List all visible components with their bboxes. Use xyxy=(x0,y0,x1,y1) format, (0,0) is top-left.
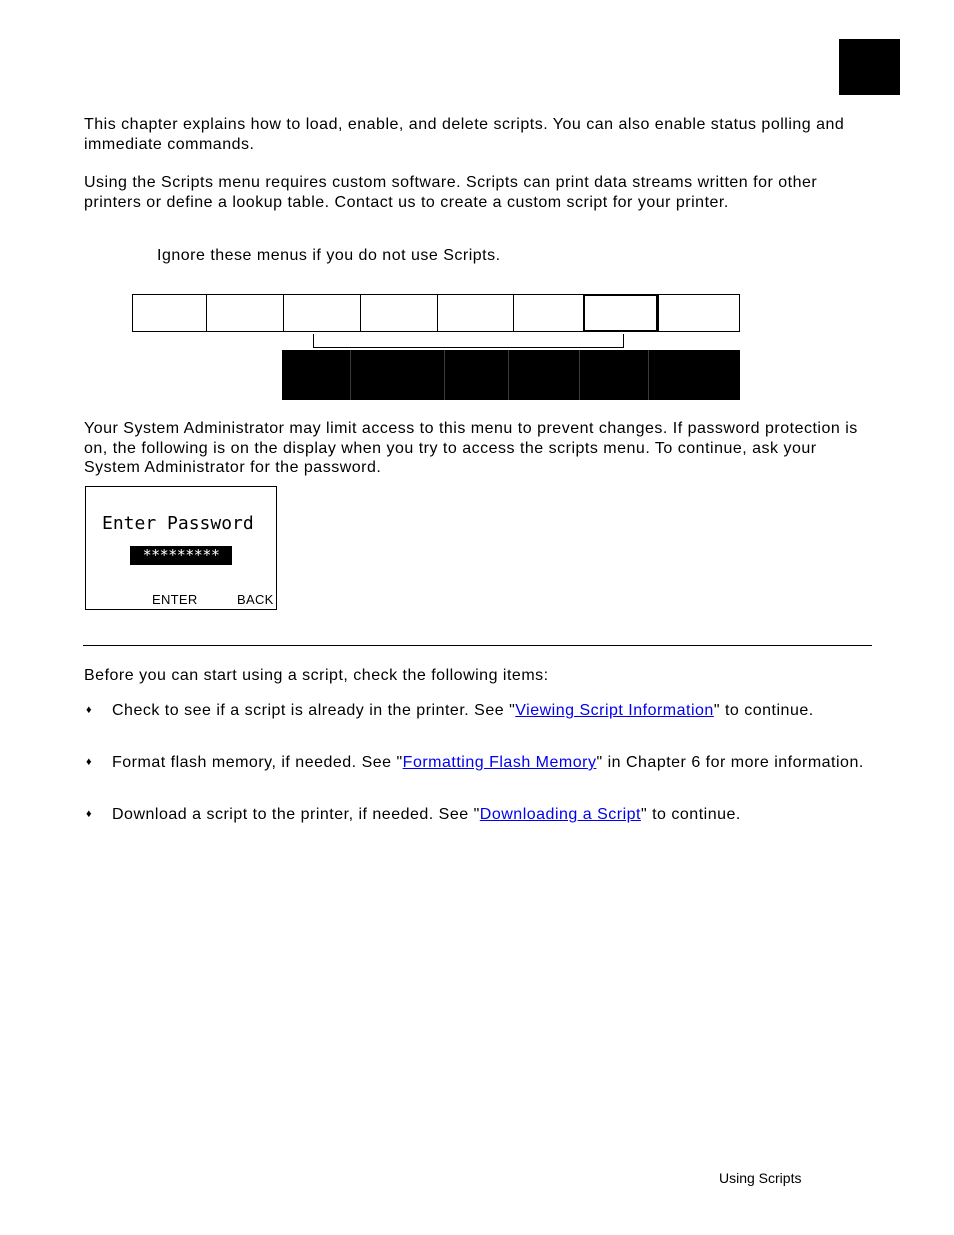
section-divider xyxy=(83,645,872,646)
submenu-divider xyxy=(579,350,580,400)
back-softkey-label: BACK xyxy=(237,592,274,607)
menu-cell xyxy=(437,295,513,331)
checklist-item-text: Download a script to the printer, if needed. See " xyxy=(112,806,480,823)
checklist-item-text: " in Chapter 6 for more information. xyxy=(596,754,864,771)
submenu-connector-bracket xyxy=(313,334,624,348)
submenu-divider xyxy=(508,350,509,400)
bullet-diamond-icon: ♦ xyxy=(86,808,93,820)
checklist-item-text: Check to see if a script is already in the printer. See " xyxy=(112,702,516,719)
checklist-item-text: Format flash memory, if needed. See " xyxy=(112,754,403,771)
checklist-item xyxy=(112,701,872,721)
submenu-divider xyxy=(350,350,351,400)
viewing-script-information-link[interactable]: Viewing Script Information xyxy=(515,702,714,719)
enter-softkey-label: ENTER xyxy=(152,592,198,607)
intro-note: Ignore these menus if you do not use Scripts. xyxy=(157,247,501,264)
downloading-a-script-link[interactable]: Downloading a Script xyxy=(479,806,641,823)
checklist-item-text: " to continue. xyxy=(640,806,741,823)
menu-cell xyxy=(513,295,583,331)
intro-paragraph-2: Using the Scripts menu requires custom software. Scripts can print data streams written for other printers or define a lookup table. Contact us to create a custom script for your printer. xyxy=(84,174,818,211)
scripts-submenu-diagram xyxy=(282,350,740,400)
display-title: Enter Password xyxy=(102,513,254,534)
menu-cell xyxy=(133,295,206,331)
password-field: ********* xyxy=(130,546,232,565)
checklist-item xyxy=(112,753,872,773)
menu-cell xyxy=(283,295,360,331)
chapter-tab-marker xyxy=(839,39,900,95)
menu-cell xyxy=(658,295,740,331)
submenu-divider xyxy=(648,350,649,400)
bullet-diamond-icon: ♦ xyxy=(86,756,93,768)
menu-cell xyxy=(206,295,283,331)
checklist-item xyxy=(112,805,872,825)
checklist-item-text: " to continue. xyxy=(713,702,814,719)
submenu-divider xyxy=(444,350,445,400)
bullet-diamond-icon: ♦ xyxy=(86,704,93,716)
main-menu-diagram xyxy=(132,294,740,332)
checklist-lead: Before you can start using a script, check the following items: xyxy=(84,667,549,684)
intro-paragraph-1: This chapter explains how to load, enable, and delete scripts. You can also enable status polling and immediate commands. xyxy=(84,116,845,153)
password-paragraph: Your System Administrator may limit access to this menu to prevent changes. If password protection is on, the following is on the display when you try to access the scripts menu. To continue, ask your System Administrator for the password. xyxy=(84,420,858,476)
footer-section-title: Using Scripts xyxy=(719,1170,802,1186)
menu-cell xyxy=(360,295,437,331)
formatting-flash-memory-link[interactable]: Formatting Flash Memory xyxy=(402,754,597,771)
menu-cell-scripts-selected xyxy=(583,294,658,332)
